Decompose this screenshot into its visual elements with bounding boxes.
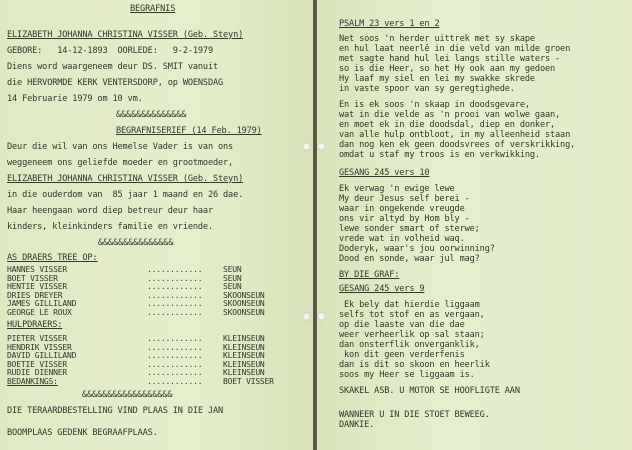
person-name: DRIES DREYER [7,290,63,300]
gesang2-line: soos my Heer se liggaam is. [339,370,475,380]
service-line-2: die HERVORMDE KERK VENTERSDORP, op WOENSDAG [7,78,224,88]
person-name: HENDRIK VISSER [7,342,72,352]
gesang1-line: vrede wat in volheid waq. [339,234,465,244]
closing-line-2: BOOMPLAAS GEDENK BEGRAAFPLAAS. [7,428,158,438]
notice-line: WANNEER U IN DIE STOET BEWEEG. [339,410,490,420]
table-row [7,378,274,387]
notice-line-6: kinders, kleinkinders familie en vriende. [7,222,213,232]
gesang2-line: dan onsterflik onverganklik, [339,340,480,350]
relation: KLEINSEUN [223,342,265,352]
heading-begrafnis: BEGRAFNIS [130,4,176,14]
gesang2-line: Ek bely dat hierdie liggaam [339,300,480,310]
psalm-line: dan nog ken ek geen doodsvrees of verskrikking, [339,140,576,150]
notice-line-1: Deur die wil van ons Hemelse Vader is van ons [7,142,234,152]
draers-table [7,266,265,318]
psalm-line: Hy laaf my siel en lei my swakke skrede [339,74,535,84]
person-name: BOETIE VISSER [7,359,68,369]
service-line-3: 14 Februarie 1979 om 10 vm. [7,94,143,104]
psalm-line: en moet ek in die doodsdal, diep en donker, [339,120,556,130]
notice-line-2: weggeneem ons geliefde moeder en grootmoeder, [7,158,234,168]
gesang2-line: kon dit geen verderfenis [339,350,465,360]
punch-hole [317,142,326,151]
right-page [317,0,632,450]
relation: KLEINSEUN [223,351,265,361]
punch-hole [317,312,326,321]
gesang2-line: weer verheerlik op sal staan; [339,330,485,340]
separator-1: &&&&&&&&&&&&&& [116,110,187,120]
relation: KLEINSEUN [223,334,265,343]
psalm-line: in vaste spoor van sy geregtighede. [339,84,515,94]
person-name: JAMES GILLILAND [7,299,77,309]
service-line-1: Diens word waargeneem deur DS. SMIT vanuit [7,62,219,72]
gesang1-line: Dood en sonde, waar jul mag? [339,254,480,264]
notice-name: ELIZABETH JOHANNA CHRISTINA VISSER (Geb. Steyn) [7,174,244,184]
psalm-line: met sagte hand hul lei langs stille waters - [339,54,561,64]
psalm-line: En is ek soos 'n skaap in doodsgevare, [339,100,530,110]
deceased-name: ELIZABETH JOHANNA CHRISTINA VISSER (Geb. Steyn) [7,30,244,40]
table-row [7,309,265,318]
relation: SKOONSEUN [223,290,265,300]
person-name: HENTIE VISSER [7,282,68,292]
dots: ............ [147,376,203,386]
notice-line: DANKIE. [339,420,375,430]
gesang2-line: dan is dit so skoon en heerlik [339,360,490,370]
psalm-line: Net soos 'n herder uittrek met sy skape [339,34,535,44]
gesang1-line: Ek verwag 'n ewige lewe [339,184,455,194]
notice-heading: BEGRAFNISERIEF (14 Feb. 1979) [116,126,262,136]
hulp-table [7,335,274,387]
gesang2-heading: GESANG 245 vers 9 [339,284,425,294]
draers-heading: AS DRAERS TREE OP: [7,253,98,263]
gesang1-line: ons vir altyd by Hom bly - [339,214,470,224]
gesang1-line: My deur Jesus self berei - [339,194,470,204]
person-name: HANNES VISSER [7,265,68,274]
left-page [0,0,313,450]
dots: ............ [147,299,203,309]
dates-line: GEBORE: 14-12-1893 OORLEDE: 9-2-1979 [7,46,213,56]
graf-heading: BY DIE GRAF: [339,270,400,280]
dots: ............ [147,307,203,317]
person-name: BEDANKINGS: [7,376,58,386]
relation: SEUN [223,273,242,283]
dots: ............ [147,265,203,274]
dots: ............ [147,368,203,378]
gesang1-line: Doderyk, waar's jou oorwinning? [339,244,495,254]
relation: SEUN [223,282,242,292]
punch-hole [302,312,311,321]
hulp-heading: HULPDRAERS: [7,320,63,330]
psalm-line: so is die Heer, so het Hy ook aan my gedoen [339,64,556,74]
relation: KLEINSEUN [223,359,265,369]
relation: SKOONSEUN [223,307,265,317]
relation: KLEINSEUN [223,368,265,378]
person-name: GEORGE LE ROUX [7,307,72,317]
psalm-line: wat in die velde as 'n prooi van wolwe gaan, [339,110,561,120]
person-name: DAVID GILLILAND [7,351,77,361]
dots: ............ [147,342,203,352]
gesang1-line: waar in ongekende vreugde [339,204,465,214]
person-name: RUDIE DIENNER [7,368,68,378]
psalm-line: omdat u staf my troos is en verkwikking. [339,150,540,160]
psalm-line: en hul laat neerlê in die veld van milde groen [339,44,571,54]
psalm-line: van alle hulp ontbloot, in my alleenheid staan [339,130,571,140]
psalm-heading: PSALM 23 vers 1 en 2 [339,19,440,29]
dots: ............ [147,351,203,361]
person-name: PIETER VISSER [7,334,68,343]
dots: ............ [147,282,203,292]
closing-line-1: DIE TERAARDBESTELLING VIND PLAAS IN DIE JAN [7,406,224,416]
gesang1-heading: GESANG 245 vers 10 [339,168,430,178]
notice-line-5: Haar heengaan word diep betreur deur haar [7,206,213,216]
dots: ............ [147,334,203,343]
relation: BOET VISSER [223,376,274,386]
notice-line-4: in die ouderdom van 85 jaar 1 maand en 26 dae. [7,190,244,200]
relation: SKOONSEUN [223,299,265,309]
dots: ............ [147,273,203,283]
punch-hole [302,142,311,151]
dots: ............ [147,359,203,369]
person-name: BOET VISSER [7,273,58,283]
dots: ............ [147,290,203,300]
separator-2: &&&&&&&&&&&&&&& [98,238,174,248]
notice-line: SKAKEL ASB. U MOTOR SE HOOFLIGTE AAN [339,386,520,396]
gesang2-line: op die laaste van die dae [339,320,465,330]
gesang2-line: selfs tot stof en as vergaan, [339,310,485,320]
separator-3: &&&&&&&&&&&&&&&&&& [82,390,173,400]
relation: SEUN [223,265,242,274]
gesang1-line: lewe sonder smart of sterwe; [339,224,480,234]
